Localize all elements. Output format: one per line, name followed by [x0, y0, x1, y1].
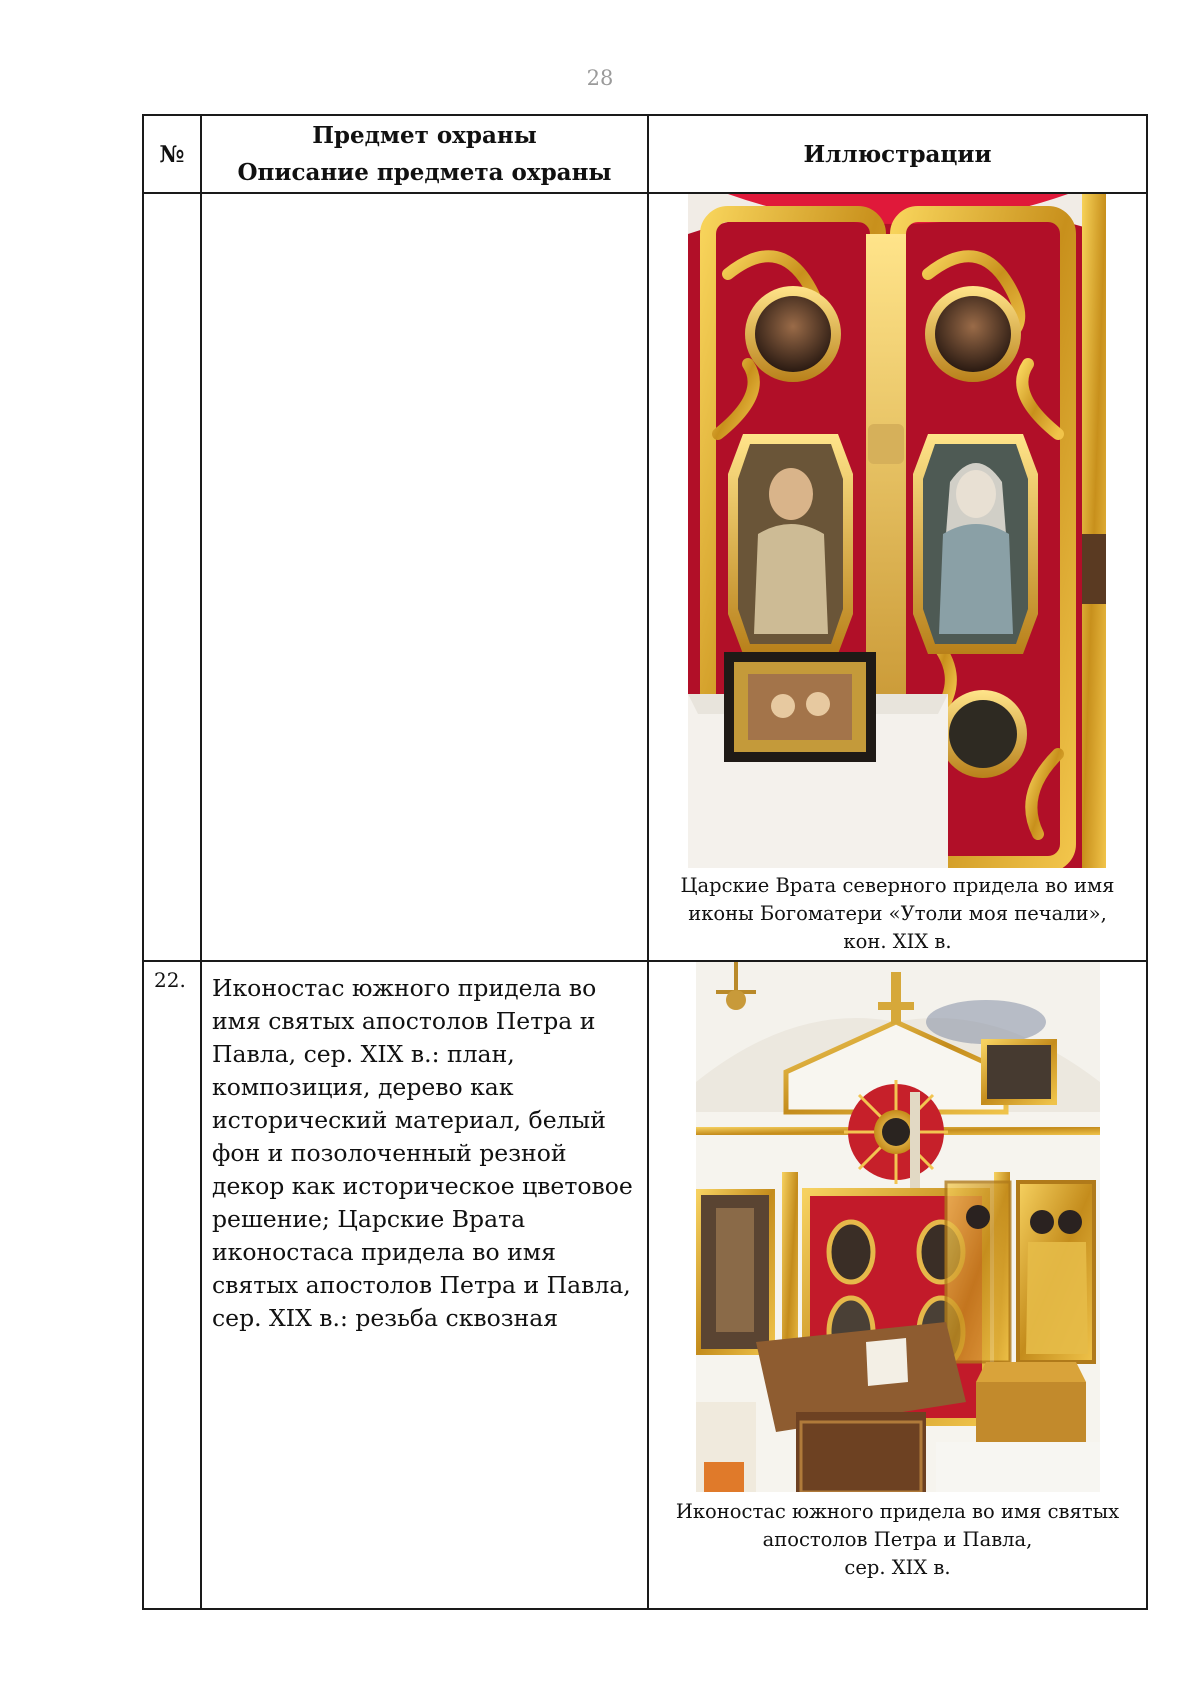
- caption-line: апостолов Петра и Павла,: [762, 1528, 1033, 1551]
- illustration-cell: [648, 961, 1147, 1609]
- protection-table: [142, 114, 1148, 1610]
- caption-line: Иконостас южного придела во имя святых: [675, 1500, 1120, 1523]
- header-description-line2: Описание предмета охраны: [237, 159, 612, 186]
- header-description: [201, 115, 648, 193]
- page-number: 28: [586, 66, 614, 90]
- illustration-cell: [648, 193, 1147, 961]
- table-header-row: [143, 115, 1147, 193]
- photo-caption: [649, 1498, 1146, 1582]
- row-number: 22.: [143, 961, 201, 1609]
- table-row: [143, 193, 1147, 961]
- photo-caption: [649, 872, 1146, 956]
- header-illustrations: Иллюстрации: [648, 115, 1147, 193]
- caption-line: иконы Богоматери «Утоли моя печали»,: [688, 902, 1107, 925]
- caption-line: сер. XIX в.: [844, 1556, 951, 1579]
- row-description: Иконостас южного придела во имя святых апостолов Петра и Павла, сер. XIX в.: план, композиция, дерево как исторический материал, белый фон и позолоченный резной декор как историческое цветовое решение; Царские Врата иконостаса придела во имя святых апостолов Петра и Павла, сер. XIX в.: резьба сквозная: [201, 961, 648, 1609]
- table-row: [143, 961, 1147, 1609]
- header-description-line1: Предмет охраны: [312, 122, 537, 149]
- caption-line: Царские Врата северного придела во имя: [680, 874, 1115, 897]
- caption-line: кон. XIX в.: [843, 930, 952, 953]
- row-description: [201, 193, 648, 961]
- photo-iconostasis: [696, 962, 1100, 1492]
- row-number: [143, 193, 201, 961]
- header-num: №: [143, 115, 201, 193]
- photo-royal-doors: [688, 194, 1106, 868]
